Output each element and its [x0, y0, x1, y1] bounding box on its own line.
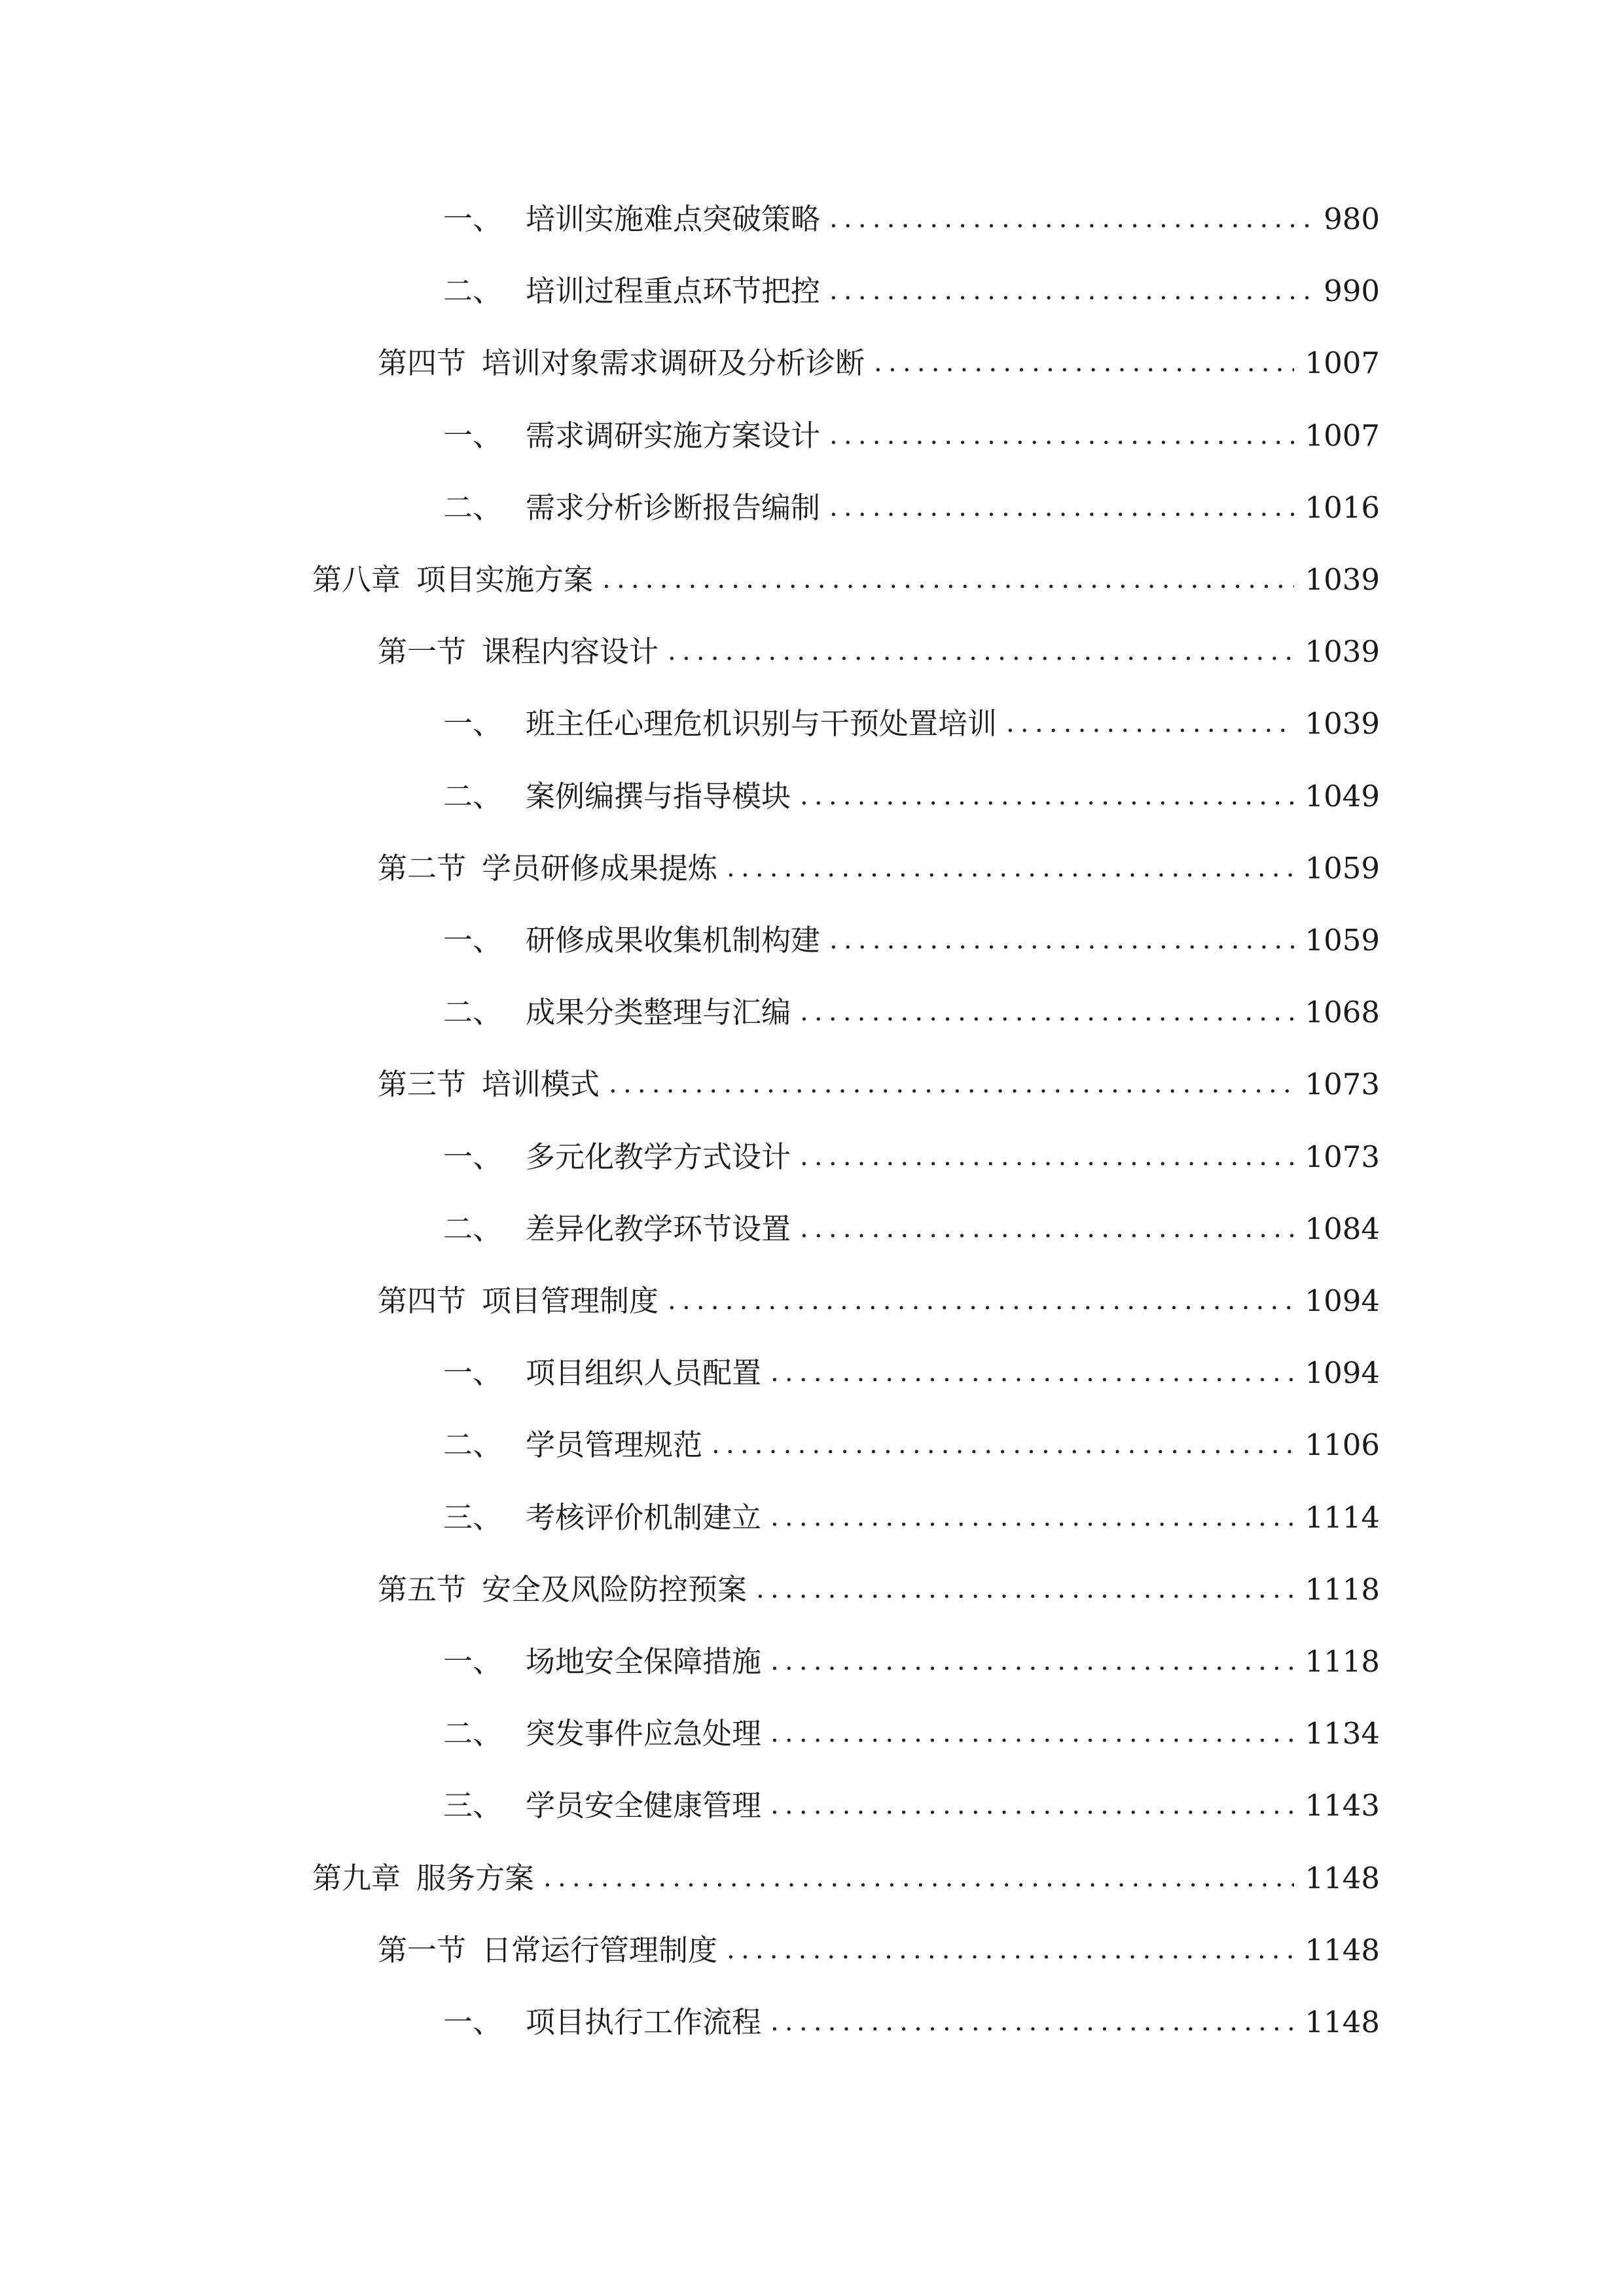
toc-entry-page-number: 1059: [1305, 850, 1380, 886]
toc-entry-item[interactable]: [443, 399, 1624, 471]
toc-entry-page-number: 1148: [1305, 1860, 1380, 1895]
toc-entry-number: 一、: [443, 1643, 503, 1679]
toc-entry-number: 第三节: [378, 1066, 467, 1102]
toc-entry-title: 需求调研实施方案设计: [526, 418, 821, 453]
toc-entry-page-number: 1068: [1305, 994, 1380, 1030]
toc-entry-page-number: 1073: [1305, 1139, 1380, 1174]
toc-entry-page-number: 1118: [1305, 1643, 1380, 1679]
dot-leader: [800, 783, 1294, 809]
toc-entry-chapter[interactable]: [312, 543, 1624, 615]
dot-leader: [1006, 710, 1294, 736]
toc-entry-page-number: 1084: [1305, 1211, 1380, 1246]
toc-entry-page-number: 1073: [1305, 1066, 1380, 1102]
dot-leader: [770, 1792, 1294, 1818]
toc-entry-title: 考核评价机制建立: [526, 1499, 762, 1535]
toc-entry-page-number: 1039: [1305, 634, 1380, 669]
toc-entry-item[interactable]: [443, 687, 1624, 759]
toc-entry-number: 第一节: [378, 1932, 467, 1967]
dot-leader: [829, 927, 1294, 953]
toc-entry-section[interactable]: [378, 832, 1624, 904]
toc-entry-number: 二、: [443, 994, 503, 1030]
toc-entry-page-number: 1094: [1305, 1283, 1380, 1318]
toc-entry-item[interactable]: [443, 1481, 1624, 1553]
toc-entry-title: 学员研修成果提炼: [482, 850, 718, 886]
dot-leader: [770, 1359, 1294, 1386]
dot-leader: [770, 2009, 1294, 2035]
toc-entry-number: 第四节: [378, 345, 467, 380]
dot-leader: [543, 1865, 1294, 1891]
toc-entry-item[interactable]: [443, 1408, 1624, 1480]
toc-entry-title: 培训实施难点突破策略: [526, 201, 821, 236]
toc-entry-page-number: 980: [1324, 201, 1380, 236]
toc-entry-section[interactable]: [378, 615, 1624, 687]
toc-entry-title: 学员安全健康管理: [526, 1787, 762, 1823]
toc-entry-item[interactable]: [443, 1625, 1624, 1697]
toc-entry-title: 日常运行管理制度: [482, 1932, 718, 1967]
toc-entry-item[interactable]: [443, 1193, 1624, 1265]
dot-leader: [770, 1504, 1294, 1530]
toc-entry-page-number: 1148: [1305, 1932, 1380, 1967]
toc-entry-title: 场地安全保障措施: [526, 1643, 762, 1679]
dot-leader: [874, 350, 1294, 376]
dot-leader: [800, 1215, 1294, 1242]
toc-entry-number: 一、: [443, 2004, 503, 2039]
dot-leader: [770, 1648, 1294, 1674]
toc-entry-item[interactable]: [443, 760, 1624, 832]
toc-entry-number: 第五节: [378, 1571, 467, 1607]
toc-entry-title: 项目组织人员配置: [526, 1355, 762, 1390]
dot-leader: [668, 638, 1294, 664]
toc-entry-title: 多元化教学方式设计: [526, 1139, 791, 1174]
toc-entry-number: 第二节: [378, 850, 467, 886]
toc-entry-number: 第四节: [378, 1283, 467, 1318]
toc-entry-page-number: 1143: [1305, 1787, 1380, 1823]
toc-entry-title: 培训模式: [482, 1066, 600, 1102]
toc-entry-number: 二、: [443, 1715, 503, 1751]
toc-entry-number: 一、: [443, 706, 503, 741]
toc-entry-item[interactable]: [443, 183, 1624, 255]
dot-leader: [727, 855, 1294, 881]
toc-entry-title: 课程内容设计: [482, 634, 659, 669]
toc-entry-number: 二、: [443, 273, 503, 308]
dot-leader: [712, 1431, 1294, 1458]
toc-entry-number: 一、: [443, 201, 503, 236]
toc-entry-number: 二、: [443, 1211, 503, 1246]
toc-entry-item[interactable]: [443, 1121, 1624, 1193]
toc-entry-title: 案例编撰与指导模块: [526, 778, 791, 814]
toc-entry-title: 服务方案: [416, 1860, 535, 1895]
toc-entry-title: 项目执行工作流程: [526, 2004, 762, 2039]
toc-entry-item[interactable]: [443, 1769, 1624, 1841]
dot-leader: [756, 1576, 1294, 1602]
toc-entry-title: 安全及风险防控预案: [482, 1571, 748, 1607]
toc-entry-number: 一、: [443, 418, 503, 453]
toc-entry-item[interactable]: [443, 255, 1624, 327]
toc-entry-page-number: 1118: [1305, 1571, 1380, 1607]
dot-leader: [800, 999, 1294, 1025]
toc-entry-item[interactable]: [443, 1697, 1624, 1769]
toc-entry-number: 第一节: [378, 634, 467, 669]
toc-entry-number: 一、: [443, 922, 503, 958]
toc-entry-number: 一、: [443, 1355, 503, 1390]
toc-entry-page-number: 1007: [1305, 345, 1380, 380]
toc-entry-number: 三、: [443, 1787, 503, 1823]
toc-entry-title: 成果分类整理与汇编: [526, 994, 791, 1030]
toc-entry-item[interactable]: [443, 904, 1624, 976]
toc-entry-page-number: 1059: [1305, 922, 1380, 958]
toc-entry-title: 需求分析诊断报告编制: [526, 490, 821, 525]
toc-entry-item[interactable]: [443, 1986, 1624, 2058]
dot-leader: [609, 1071, 1294, 1097]
toc-entry-title: 学员管理规范: [526, 1427, 703, 1462]
dot-leader: [829, 278, 1313, 304]
toc-entry-title: 项目管理制度: [482, 1283, 659, 1318]
toc-entry-title: 项目实施方案: [416, 562, 594, 597]
toc-entry-number: 三、: [443, 1499, 503, 1535]
dot-leader: [727, 1937, 1294, 1963]
toc-entry-page-number: 1106: [1305, 1427, 1380, 1462]
toc-entry-page-number: 1016: [1305, 490, 1380, 525]
toc-entry-section[interactable]: [378, 1048, 1624, 1120]
toc-entry-page-number: 990: [1324, 273, 1380, 308]
toc-entry-number: 一、: [443, 1139, 503, 1174]
toc-entry-number: 第八章: [312, 562, 401, 597]
dot-leader: [602, 566, 1294, 592]
toc-entry-section[interactable]: [378, 327, 1624, 399]
toc-entry-item[interactable]: [443, 471, 1624, 543]
toc-entry-page-number: 1134: [1305, 1715, 1380, 1751]
dot-leader: [800, 1143, 1294, 1170]
toc-entry-item[interactable]: [443, 1336, 1624, 1408]
toc-entry-page-number: 1049: [1305, 778, 1380, 814]
toc-entry-number: 二、: [443, 778, 503, 814]
dot-leader: [829, 206, 1313, 232]
toc-entry-item[interactable]: [443, 976, 1624, 1048]
toc-entry-page-number: 1094: [1305, 1355, 1380, 1390]
toc-entry-title: 差异化教学环节设置: [526, 1211, 791, 1246]
toc-entry-number: 第九章: [312, 1860, 401, 1895]
toc-entry-page-number: 1148: [1305, 2004, 1380, 2039]
dot-leader: [770, 1720, 1294, 1746]
toc-entry-title: 突发事件应急处理: [526, 1715, 762, 1751]
toc-entry-number: 二、: [443, 1427, 503, 1462]
toc-entry-page-number: 1039: [1305, 562, 1380, 597]
toc-entry-title: 培训对象需求调研及分析诊断: [482, 345, 865, 380]
toc-entry-number: 二、: [443, 490, 503, 525]
toc-entry-section[interactable]: [378, 1265, 1624, 1336]
toc-entry-title: 研修成果收集机制构建: [526, 922, 821, 958]
dot-leader: [829, 494, 1294, 520]
toc-entry-section[interactable]: [378, 1553, 1624, 1625]
toc-entry-title: 培训过程重点环节把控: [526, 273, 821, 308]
toc-entry-page-number: 1114: [1305, 1499, 1380, 1535]
toc-entry-page-number: 1039: [1305, 706, 1380, 741]
toc-entry-page-number: 1007: [1305, 418, 1380, 453]
dot-leader: [668, 1287, 1294, 1314]
toc-entry-chapter[interactable]: [312, 1842, 1624, 1914]
toc-entry-section[interactable]: [378, 1914, 1624, 1986]
toc-entry-title: 班主任心理危机识别与干预处置培训: [526, 706, 998, 741]
dot-leader: [829, 422, 1294, 448]
